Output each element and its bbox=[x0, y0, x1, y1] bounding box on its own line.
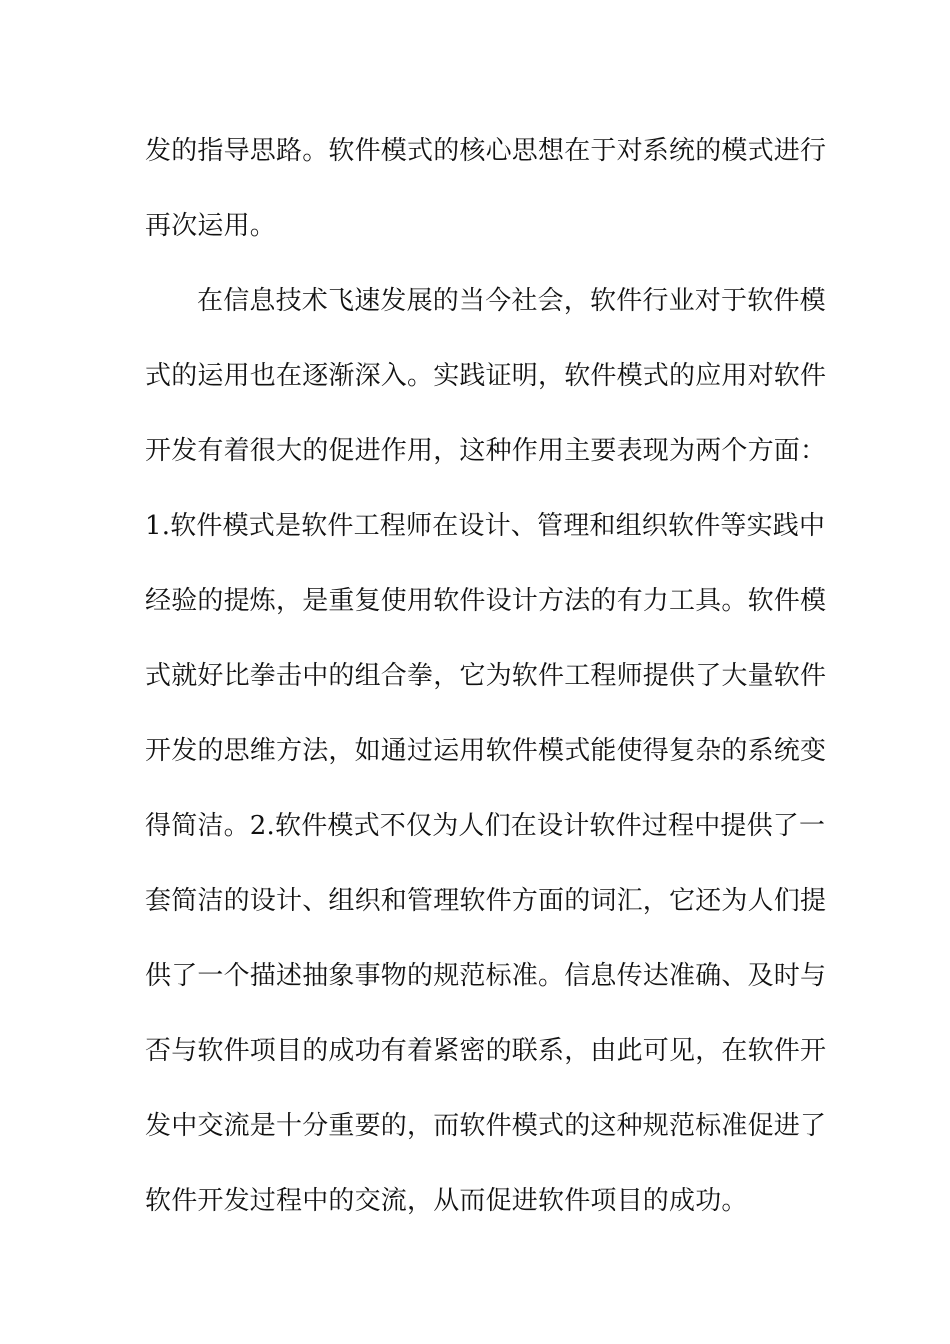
text-line: 发中交流是十分重要的，而软件模式的这种规范标准促进了 bbox=[145, 1111, 827, 1141]
text-line: 发的指导思路。软件模式的核心思想在于对系统的模式进行 bbox=[145, 136, 827, 166]
paragraph-first-line: 在信息技术飞速发展的当今社会，软件行业对于软件模 bbox=[197, 286, 826, 316]
text-line: 得简洁。2.软件模式不仅为人们在设计软件过程中提供了一 bbox=[145, 811, 826, 841]
text-line: 式的运用也在逐渐深入。实践证明，软件模式的应用对软件 bbox=[145, 361, 827, 391]
text-line: 式就好比拳击中的组合拳，它为软件工程师提供了大量软件 bbox=[145, 661, 827, 691]
text-line: 再次运用。 bbox=[145, 211, 277, 241]
text-line: 经验的提炼，是重复使用软件设计方法的有力工具。软件模 bbox=[145, 586, 827, 616]
text-line: 供了一个描述抽象事物的规范标准。信息传达准确、及时与 bbox=[145, 961, 827, 991]
text-line: 1.软件模式是软件工程师在设计、管理和组织软件等实践中 bbox=[145, 511, 826, 541]
text-line: 否与软件项目的成功有着紧密的联系，由此可见，在软件开 bbox=[145, 1036, 827, 1066]
body-text bbox=[145, 122, 827, 1247]
text-line: 开发的思维方法，如通过运用软件模式能使得复杂的系统变 bbox=[145, 736, 827, 766]
text-line: 套简洁的设计、组织和管理软件方面的词汇，它还为人们提 bbox=[145, 886, 827, 916]
text-line: 开发有着很大的促进作用，这种作用主要表现为两个方面： bbox=[145, 436, 827, 466]
text-line: 软件开发过程中的交流，从而促进软件项目的成功。 bbox=[145, 1186, 748, 1216]
